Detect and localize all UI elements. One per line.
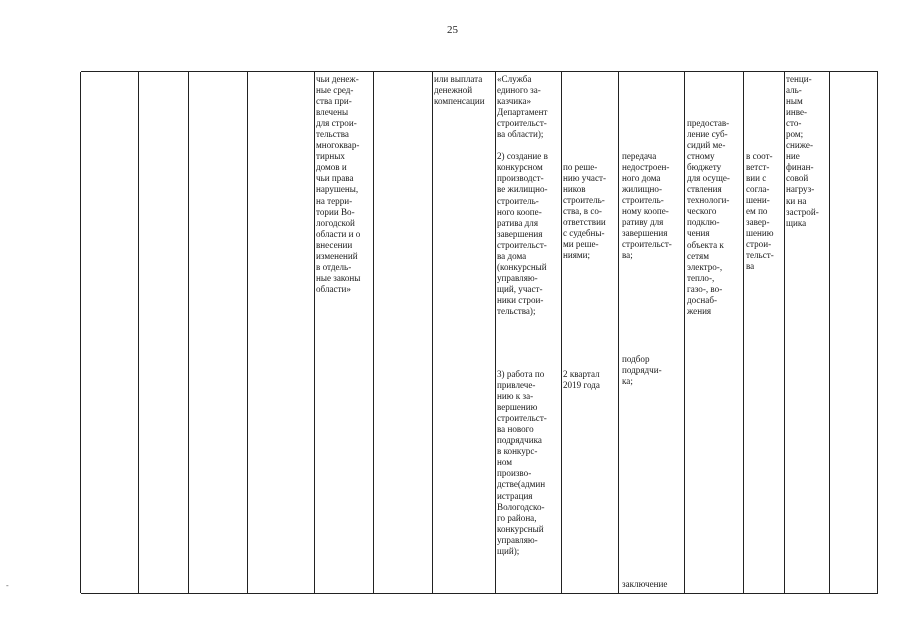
page-number: 25 — [447, 24, 458, 36]
column-border — [877, 72, 878, 593]
document-table — [81, 71, 878, 594]
column-border — [495, 72, 496, 593]
column-border — [743, 72, 744, 593]
column-border — [314, 72, 315, 593]
margin-mark: - — [6, 581, 9, 590]
cell-terms-text-1: по реше- нию участ- ников строитель- ства, в со- ответствии с судебны- ми реше- ниями; — [563, 162, 606, 261]
cell-compensation-text: или выплата денежной компенсации — [434, 74, 485, 107]
column-border — [80, 72, 81, 593]
column-border — [561, 72, 562, 593]
cell-subsidy-text: предостав- ление суб- сидий ме- стному бюджету для осуще- ствления технологи- ческого подклю- чения объекта к сетям электро-, тепло-, газо-, во- доснаб- жения — [687, 118, 730, 316]
cell-results-text-3: заключение — [622, 579, 668, 589]
column-border — [829, 72, 830, 593]
cell-agreement-text: в соот- ветст- вии с согла- шени- ем по завер- шению строи- тельст- ва — [746, 151, 774, 272]
cell-results-text-1: передача недостроен- ного дома жилищно- строитель- ному коопе- ративу для завершения строительст- ва; — [622, 151, 672, 261]
column-border — [188, 72, 189, 593]
column-border — [784, 72, 785, 593]
cell-funding-text: чьи денеж- ные сред- ства при- влечены для строи- тельства многоквар- тирных домов и чьи права нарушены, на терри- тории Во- логодской области и о внесении изменений в отдель- ные законы области» — [316, 74, 361, 294]
column-border — [247, 72, 248, 593]
cell-terms-text-2: 2 квартал 2019 года — [563, 369, 600, 391]
column-border — [138, 72, 139, 593]
cell-investor-text: тенци- аль- ным инве- сто- ром; сниже- ние финан- совой нагруз- ки на застрой- щика — [786, 74, 819, 228]
column-border — [618, 72, 619, 593]
cell-results-text-2: подбор подрядчи- ка; — [622, 354, 662, 387]
column-border — [432, 72, 433, 593]
cell-measures-text-2: 3) работа по привлече- нию к за- вершению строительст- ва нового подрядчика в конкурс- ном произво- дстве(админ истрация Вологодско- го района, конкурсный управляю- щий); — [497, 369, 547, 556]
column-border — [373, 72, 374, 593]
column-border — [684, 72, 685, 593]
cell-measures-text-1: «Служба единого за- казчика» Департамент строительст- ва области); 2) создание в конкурсном производст- ве жилищно- строитель- ного коопе- ратива для завершения строительст- ва дома (конкурсный управляю- щий, участ- ники строи- тельства); — [497, 74, 548, 316]
